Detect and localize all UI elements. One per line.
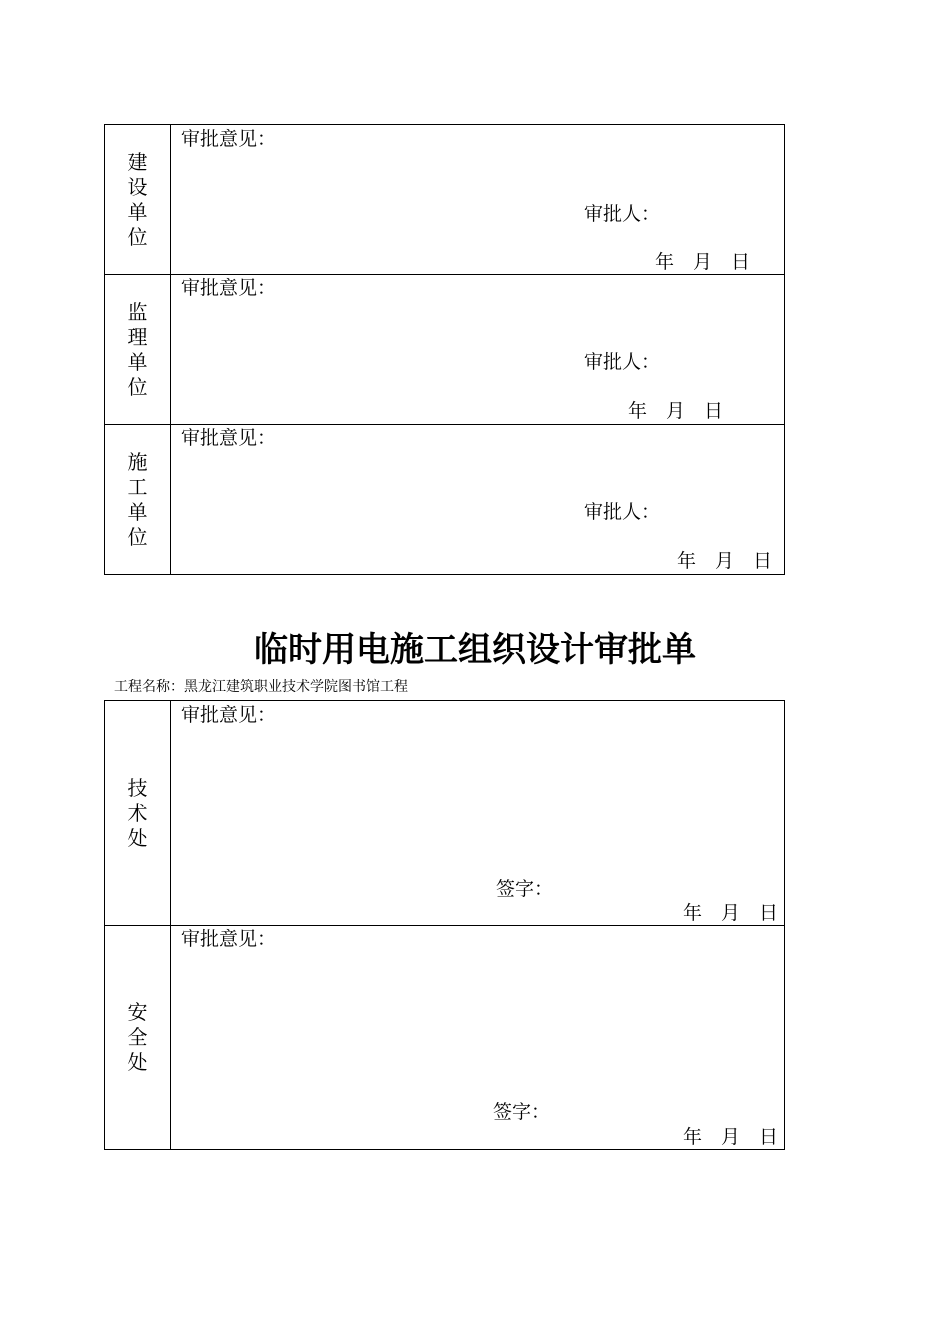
label-char: 术 (127, 800, 148, 825)
date-year: 年 (628, 400, 648, 422)
table-row-construction-contractor (104, 425, 785, 575)
row-label-technical-dept (128, 776, 148, 851)
date-day: 日 (704, 400, 724, 422)
label-char: 安 (127, 1000, 148, 1024)
approver-label: 审批人： (584, 351, 661, 373)
label-char: 施 (127, 449, 148, 474)
form-title: 临时用电施工组织设计审批单 (254, 630, 696, 670)
label-char: 位 (127, 224, 148, 249)
approver-label: 审批人： (584, 501, 661, 523)
table-row-safety-dept (104, 926, 785, 1150)
date-day: 日 (753, 550, 773, 572)
label-char: 单 (127, 499, 148, 524)
date-year: 年 (683, 1126, 703, 1148)
date-day: 日 (759, 1126, 779, 1148)
row-label-safety-dept (128, 1000, 148, 1075)
project-name: 工程名称：黑龙江建筑职业技术学院图书馆工程 (114, 679, 408, 695)
date-month: 月 (666, 400, 686, 422)
row-label-cell (105, 425, 171, 574)
signature-label: 签字： (496, 878, 554, 900)
label-char: 单 (127, 199, 148, 224)
row-label-supervision-unit (128, 300, 148, 400)
table-row-supervision-unit (104, 275, 785, 425)
label-char: 处 (127, 825, 148, 850)
opinion-label: 审批意见： (181, 427, 277, 449)
table-row-technical-dept (104, 700, 785, 926)
label-char: 全 (127, 1025, 148, 1049)
date-year: 年 (683, 902, 703, 924)
label-char: 监 (127, 299, 148, 324)
label-char: 技 (127, 775, 148, 800)
row-label-cell (105, 701, 171, 925)
row-label-construction-unit (128, 150, 148, 250)
opinion-label: 审批意见： (181, 704, 277, 726)
label-char: 处 (127, 1050, 148, 1074)
opinion-label: 审批意见： (181, 928, 277, 950)
date-line (677, 550, 772, 572)
label-char: 理 (127, 324, 148, 349)
opinion-label: 审批意见： (181, 128, 277, 150)
label-char: 位 (127, 524, 148, 549)
label-char: 单 (127, 349, 148, 374)
approver-label: 审批人： (584, 203, 661, 225)
row-label-cell (105, 275, 171, 424)
date-day: 日 (759, 902, 779, 924)
date-month: 月 (715, 550, 735, 572)
row-label-cell (105, 926, 171, 1149)
opinion-label: 审批意见： (181, 277, 277, 299)
label-char: 工 (127, 474, 148, 499)
date-line (683, 1126, 778, 1148)
date-year: 年 (677, 550, 697, 572)
date-month: 月 (721, 902, 741, 924)
label-char: 设 (127, 174, 148, 199)
row-label-cell (105, 125, 171, 274)
date-year: 年 (655, 251, 675, 273)
label-char: 建 (127, 149, 148, 174)
table-row-construction-unit (104, 124, 785, 275)
date-month: 月 (693, 251, 713, 273)
row-label-construction-contractor (128, 450, 148, 550)
date-line (683, 902, 778, 924)
signature-label: 签字： (493, 1101, 551, 1123)
label-char: 位 (127, 374, 148, 399)
date-line (628, 400, 723, 422)
date-line (655, 251, 750, 273)
date-day: 日 (731, 251, 751, 273)
date-month: 月 (721, 1126, 741, 1148)
